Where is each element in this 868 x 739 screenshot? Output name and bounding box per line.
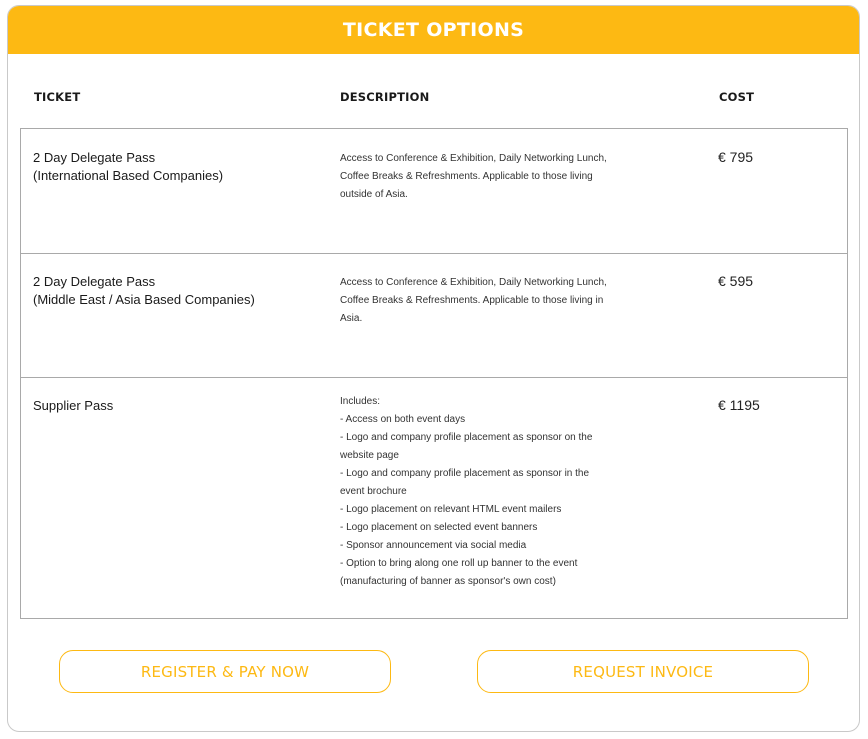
request-invoice-label: REQUEST INVOICE: [572, 662, 714, 681]
ticket-name: [33, 273, 255, 309]
description-line: - Logo placement on selected event banners: [340, 522, 538, 533]
ticket-row-supplier: [21, 377, 847, 618]
ticket-name-line: Supplier Pass: [33, 398, 114, 413]
ticket-name-line: (Middle East / Asia Based Companies): [33, 292, 255, 307]
description-line: Access to Conference & Exhibition, Daily Networking Lunch,: [340, 277, 607, 288]
request-invoice-button[interactable]: [477, 650, 809, 693]
description-line: Access to Conference & Exhibition, Daily Networking Lunch,: [340, 153, 607, 164]
description-line: - Access on both event days: [340, 414, 466, 425]
description-line: Asia.: [340, 313, 363, 324]
ticket-description: [340, 274, 640, 328]
description-line: Includes:: [340, 396, 381, 407]
register-pay-now-button[interactable]: [59, 650, 391, 693]
ticket-options-card: [7, 5, 860, 732]
description-line: - Logo and company profile placement as sponsor in the: [340, 468, 590, 479]
ticket-name: [33, 397, 113, 415]
description-line: (manufacturing of banner as sponsor's own cost): [340, 576, 556, 587]
ticket-options-banner: [8, 6, 859, 54]
description-line: Coffee Breaks & Refreshments. Applicable to those living: [340, 171, 593, 182]
banner-title: TICKET OPTIONS: [342, 19, 525, 41]
description-line: Coffee Breaks & Refreshments. Applicable to those living in: [340, 295, 604, 306]
register-pay-now-label: REGISTER & PAY NOW: [140, 662, 310, 681]
ticket-table: [20, 128, 848, 619]
ticket-description: [340, 150, 640, 204]
column-header-ticket: TICKET: [34, 90, 81, 104]
ticket-name-line: 2 Day Delegate Pass: [33, 274, 156, 289]
description-line: - Option to bring along one roll up banner to the event: [340, 558, 578, 569]
description-line: - Logo placement on relevant HTML event mailers: [340, 504, 562, 515]
column-header-description: DESCRIPTION: [340, 90, 430, 104]
description-line: - Sponsor announcement via social media: [340, 540, 527, 551]
column-header-cost: COST: [719, 90, 755, 104]
ticket-cost: € 795: [718, 149, 754, 165]
ticket-cost: € 1195: [718, 397, 760, 413]
ticket-row-middle-east-asia: [21, 253, 847, 378]
description-line: event brochure: [340, 486, 407, 497]
ticket-cost: € 595: [718, 273, 754, 289]
ticket-name: [33, 149, 223, 185]
description-line: website page: [340, 450, 399, 461]
description-line: outside of Asia.: [340, 189, 408, 200]
ticket-name-line: (International Based Companies): [33, 168, 224, 183]
description-line: - Logo and company profile placement as sponsor on the: [340, 432, 593, 443]
ticket-description: [340, 393, 640, 591]
ticket-name-line: 2 Day Delegate Pass: [33, 150, 156, 165]
ticket-row-international: [21, 129, 847, 254]
